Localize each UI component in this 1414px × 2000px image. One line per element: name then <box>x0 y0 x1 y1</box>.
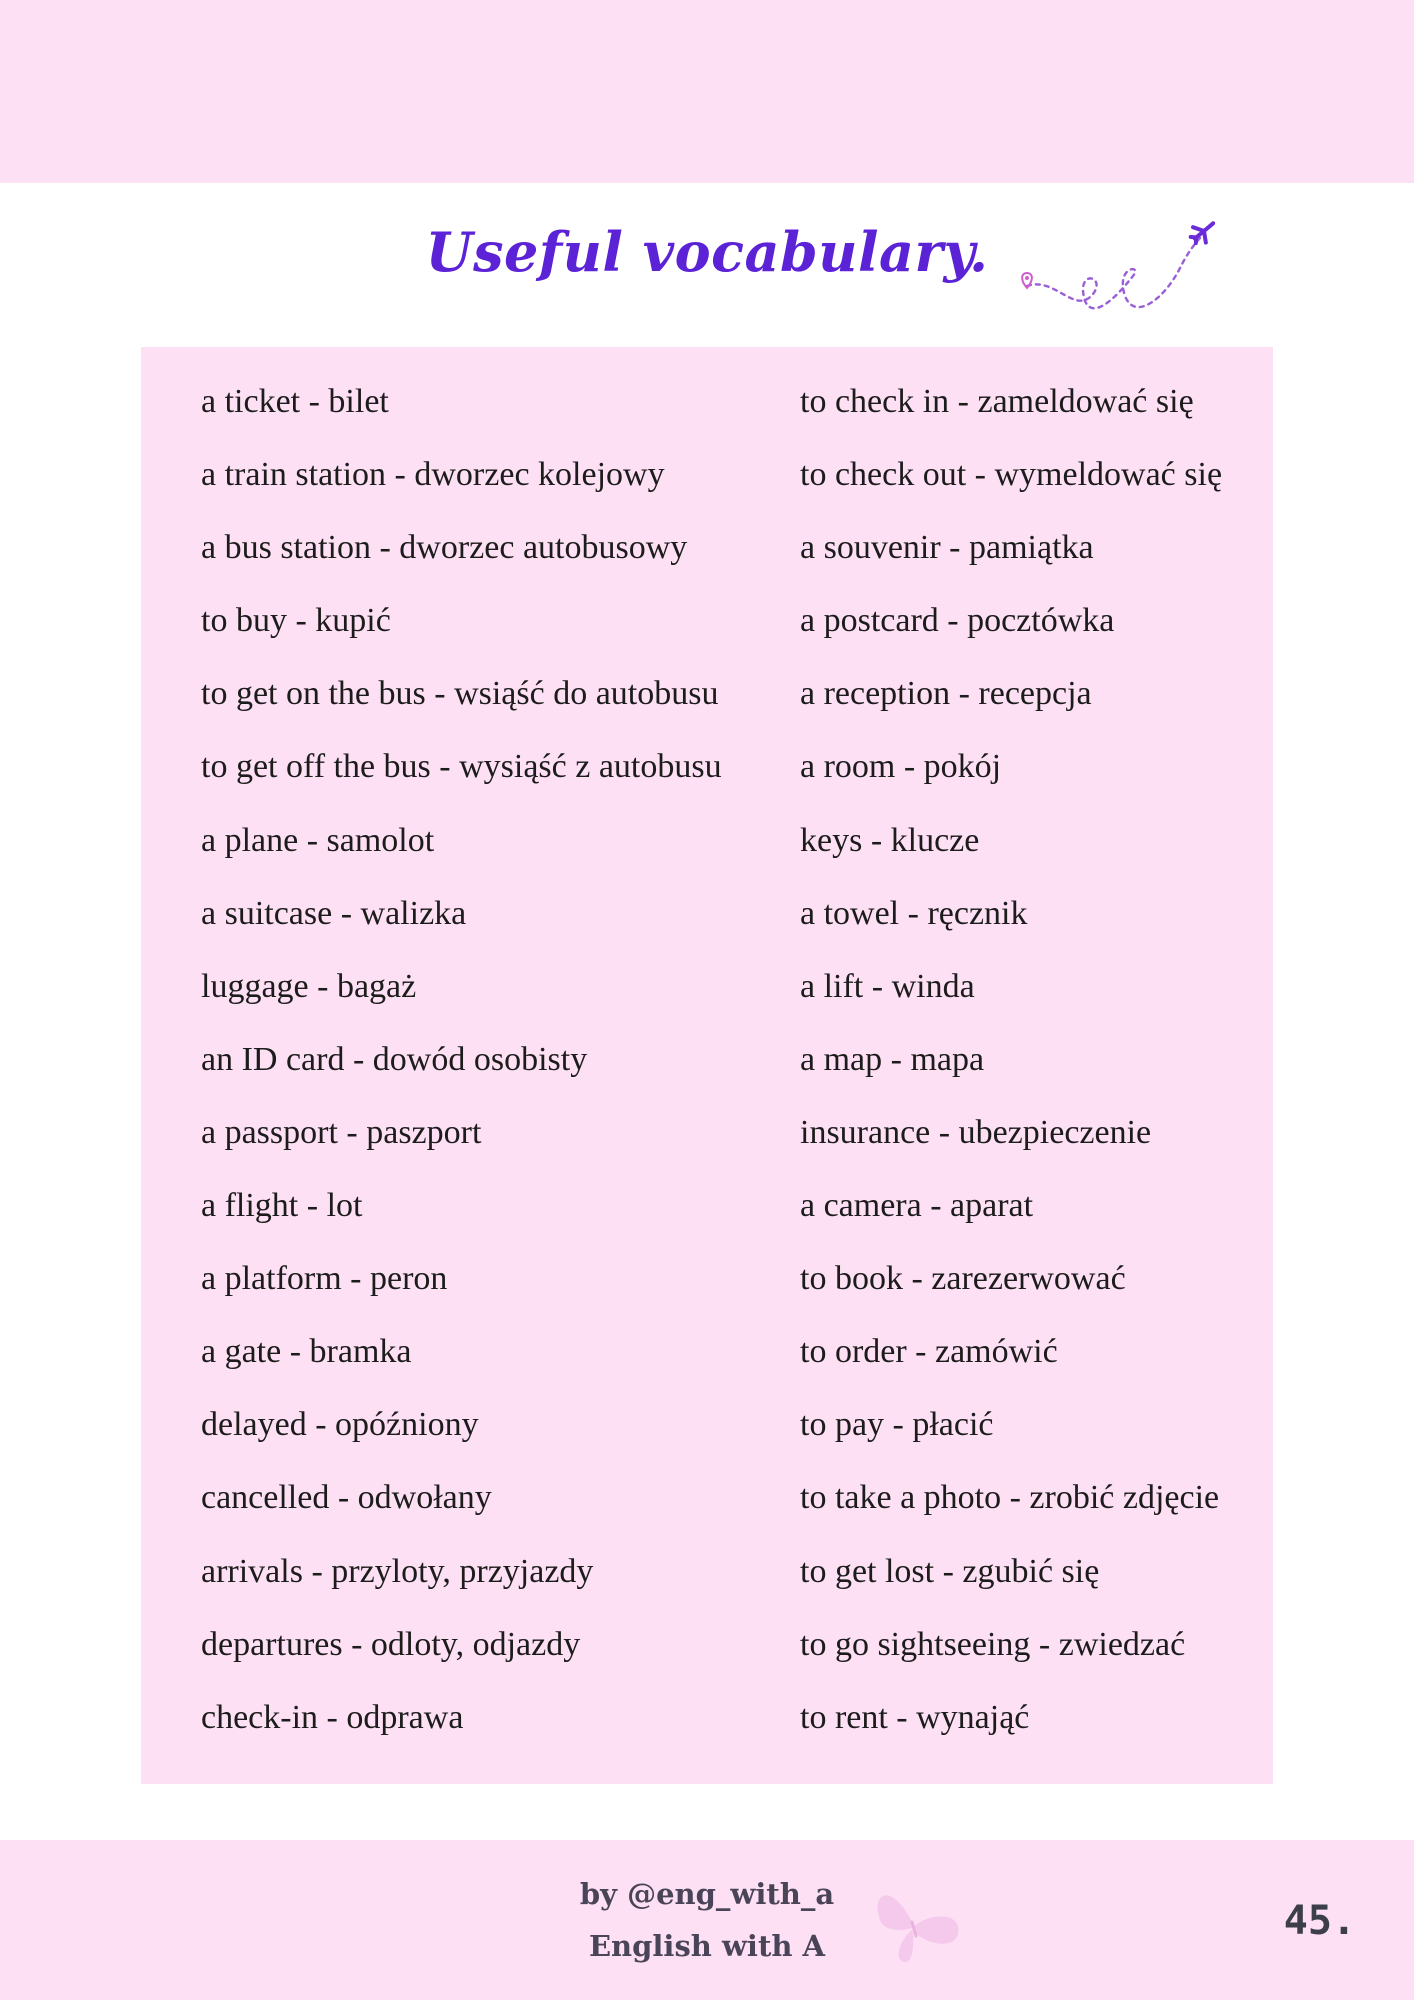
vocab-entry: a ticket - bilet <box>201 383 389 420</box>
vocab-entry: a camera - aparat <box>800 1187 1034 1225</box>
vocab-entry: insurance - ubezpieczenie <box>800 1113 1152 1151</box>
vocab-entry: a suitcase - walizka <box>201 894 467 932</box>
vocab-entry: to get lost - zgubić się <box>800 1552 1100 1590</box>
vocab-entry: to take a photo - zrobić zdjęcie <box>800 1479 1220 1517</box>
vocabulary-column-right <box>800 371 1270 1760</box>
vocab-entry: luggage - bagaż <box>201 967 417 1005</box>
vocab-entry: a room - pokój <box>800 748 1002 786</box>
vocab-entry: to book - zarezerwować <box>800 1260 1126 1298</box>
vocab-entry: a bus station - dworzec autobusowy <box>201 529 688 567</box>
vocab-entry: departures - odloty, odjazdy <box>201 1625 581 1663</box>
vocab-entry: check-in - odprawa <box>201 1698 464 1736</box>
vocab-entry: a towel - ręcznik <box>800 894 1028 932</box>
footer-band <box>0 1840 1414 2000</box>
vocab-entry: a platform - peron <box>201 1260 448 1298</box>
vocab-entry: a passport - paszport <box>201 1113 482 1151</box>
vocab-entry: to go sightseeing - zwiedzać <box>800 1625 1186 1663</box>
author-credit: by @eng_with_a <box>579 1877 835 1911</box>
vocab-entry: a plane - samolot <box>201 821 435 859</box>
vocab-entry: a reception - recepcja <box>800 675 1092 713</box>
vocab-entry: to check out - wymeldować się <box>800 456 1223 494</box>
vocab-entry: delayed - opóźniony <box>201 1406 479 1444</box>
vocab-entry: an ID card - dowód osobisty <box>201 1040 588 1078</box>
vocab-entry: to buy - kupić <box>201 602 391 640</box>
vocab-entry: to order - zamówić <box>800 1333 1058 1371</box>
vocab-entry: a flight - lot <box>201 1187 363 1225</box>
page-number: 45. <box>1283 1898 1356 1944</box>
vocab-entry: a souvenir - pamiątka <box>800 529 1094 567</box>
vocab-entry: cancelled - odwołany <box>201 1479 492 1517</box>
vocab-entry: a postcard - pocztówka <box>800 602 1115 640</box>
vocab-entry: a gate - bramka <box>201 1333 412 1371</box>
vocab-entry: a map - mapa <box>800 1040 985 1078</box>
vocab-entry: arrivals - przyloty, przyjazdy <box>201 1552 594 1590</box>
vocab-entry: keys - klucze <box>800 821 980 859</box>
vocab-entry: to check in - zameldować się <box>800 383 1194 420</box>
vocabulary-column-left <box>201 371 781 1760</box>
vocabulary-panel <box>141 347 1273 1784</box>
vocab-entry: a train station - dworzec kolejowy <box>201 456 665 494</box>
vocab-entry: a lift - winda <box>800 967 975 1005</box>
vocab-entry: to rent - wynająć <box>800 1698 1030 1736</box>
top-band <box>0 0 1414 183</box>
vocab-entry: to get on the bus - wsiąść do autobusu <box>201 675 719 713</box>
vocab-entry: to get off the bus - wysiąść z autobusu <box>201 748 722 786</box>
vocab-entry: to pay - płacić <box>800 1406 994 1444</box>
airplane-route-icon <box>1015 206 1215 321</box>
brand-name: English with A <box>588 1929 826 1963</box>
page-title: Useful vocabulary. <box>425 220 989 284</box>
